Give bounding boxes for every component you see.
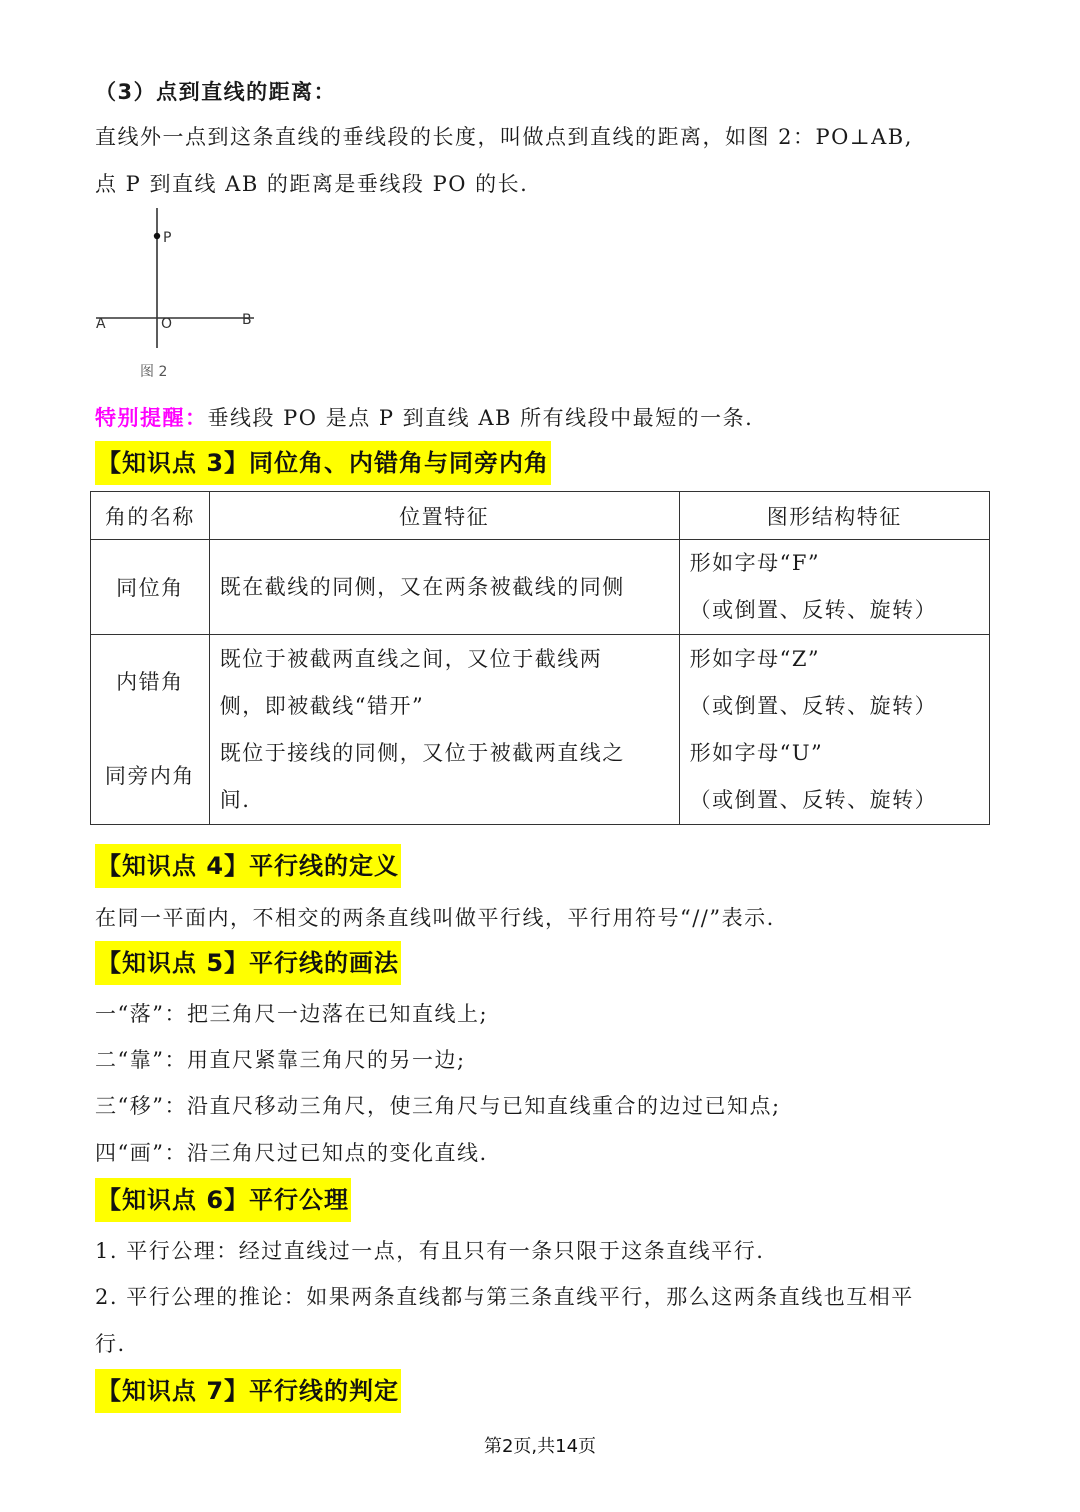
row-position	[209, 635, 679, 825]
kp5-step-2: 二“靠”：用直尺紧靠三角尺的另一边;	[95, 1048, 466, 1072]
section-3-line-1: 直线外一点到这条直线的垂线段的长度，叫做点到直线的距离，如图 2：PO⊥AB,	[95, 125, 913, 149]
row-position-line: 侧，即被截线“错开”	[219, 693, 425, 718]
section-3-line-2: 点 P 到直线 AB 的距离是垂线段 PO 的长.	[95, 172, 529, 196]
kp4-text: 在同一平面内，不相交的两条直线叫做平行线，平行用符号“//”表示.	[95, 906, 775, 930]
table-row	[91, 635, 990, 825]
kp6-item-2-line-2: 行.	[95, 1332, 126, 1356]
figure-2	[92, 205, 272, 385]
reminder	[95, 402, 753, 432]
row-name: 同位角	[91, 540, 210, 635]
row-position-line: 既位于接线的同侧，又位于被截两直线之	[219, 740, 625, 765]
kp5-step-4: 四“画”：沿三角尺过已知点的变化直线.	[95, 1141, 488, 1165]
row-structure	[679, 540, 989, 635]
row-name: 同旁内角	[104, 764, 195, 788]
label-a: A	[96, 316, 106, 332]
header-name: 角的名称	[91, 492, 210, 540]
row-name: 内错角	[116, 670, 184, 694]
label-p: P	[163, 230, 172, 246]
kp7-heading: 【知识点 7】平行线的判定	[95, 1369, 401, 1413]
row-structure-line: （或倒置、反转、旋转）	[689, 787, 938, 812]
row-name-group	[91, 635, 210, 825]
reminder-label: 特别提醒：	[95, 406, 208, 430]
kp4-heading: 【知识点 4】平行线的定义	[95, 844, 401, 888]
kp3-heading: 【知识点 3】同位角、内错角与同旁内角	[95, 441, 551, 485]
row-position-line: 间.	[219, 787, 251, 812]
row-structure-line: 形如字母“U”	[689, 740, 824, 765]
label-b: B	[242, 312, 252, 328]
table-row	[91, 540, 990, 635]
angles-table	[90, 491, 990, 825]
kp5-step-3: 三“移”：沿直尺移动三角尺，使三角尺与已知直线重合的边过已知点;	[95, 1094, 781, 1118]
kp6-item-2-line-1: 2. 平行公理的推论：如果两条直线都与第三条直线平行，那么这两条直线也互相平	[95, 1285, 914, 1309]
point-p	[154, 233, 160, 239]
reminder-text: 垂线段 PO 是点 P 到直线 AB 所有线段中最短的一条.	[207, 406, 754, 430]
header-position: 位置特征	[209, 492, 679, 540]
table-header-row	[91, 492, 990, 540]
row-structure-line: 形如字母“Z”	[689, 646, 821, 671]
row-structure-line: （或倒置、反转、旋转）	[689, 598, 938, 622]
row-structure	[679, 635, 989, 825]
kp6-heading: 【知识点 6】平行公理	[95, 1178, 351, 1222]
row-structure-line: （或倒置、反转、旋转）	[689, 693, 938, 718]
header-structure: 图形结构特征	[679, 492, 989, 540]
page-number: 第2页,共14页	[483, 1436, 597, 1457]
row-position	[209, 540, 679, 635]
figure-caption: 图 2	[140, 364, 168, 380]
label-o: O	[161, 316, 173, 332]
row-structure-line: 形如字母“F”	[689, 551, 821, 575]
kp5-heading: 【知识点 5】平行线的画法	[95, 941, 401, 985]
kp5-step-1: 一“落”：把三角尺一边落在已知直线上;	[95, 1002, 489, 1026]
row-position-line: 既在截线的同侧，又在两条被截线的同侧	[219, 574, 625, 599]
section-3-title: （3）点到直线的距离：	[95, 80, 337, 104]
row-position-line: 既位于被截两直线之间，又位于截线两	[219, 646, 603, 671]
kp6-item-1: 1. 平行公理：经过直线过一点，有且只有一条只限于这条直线平行.	[95, 1239, 765, 1263]
